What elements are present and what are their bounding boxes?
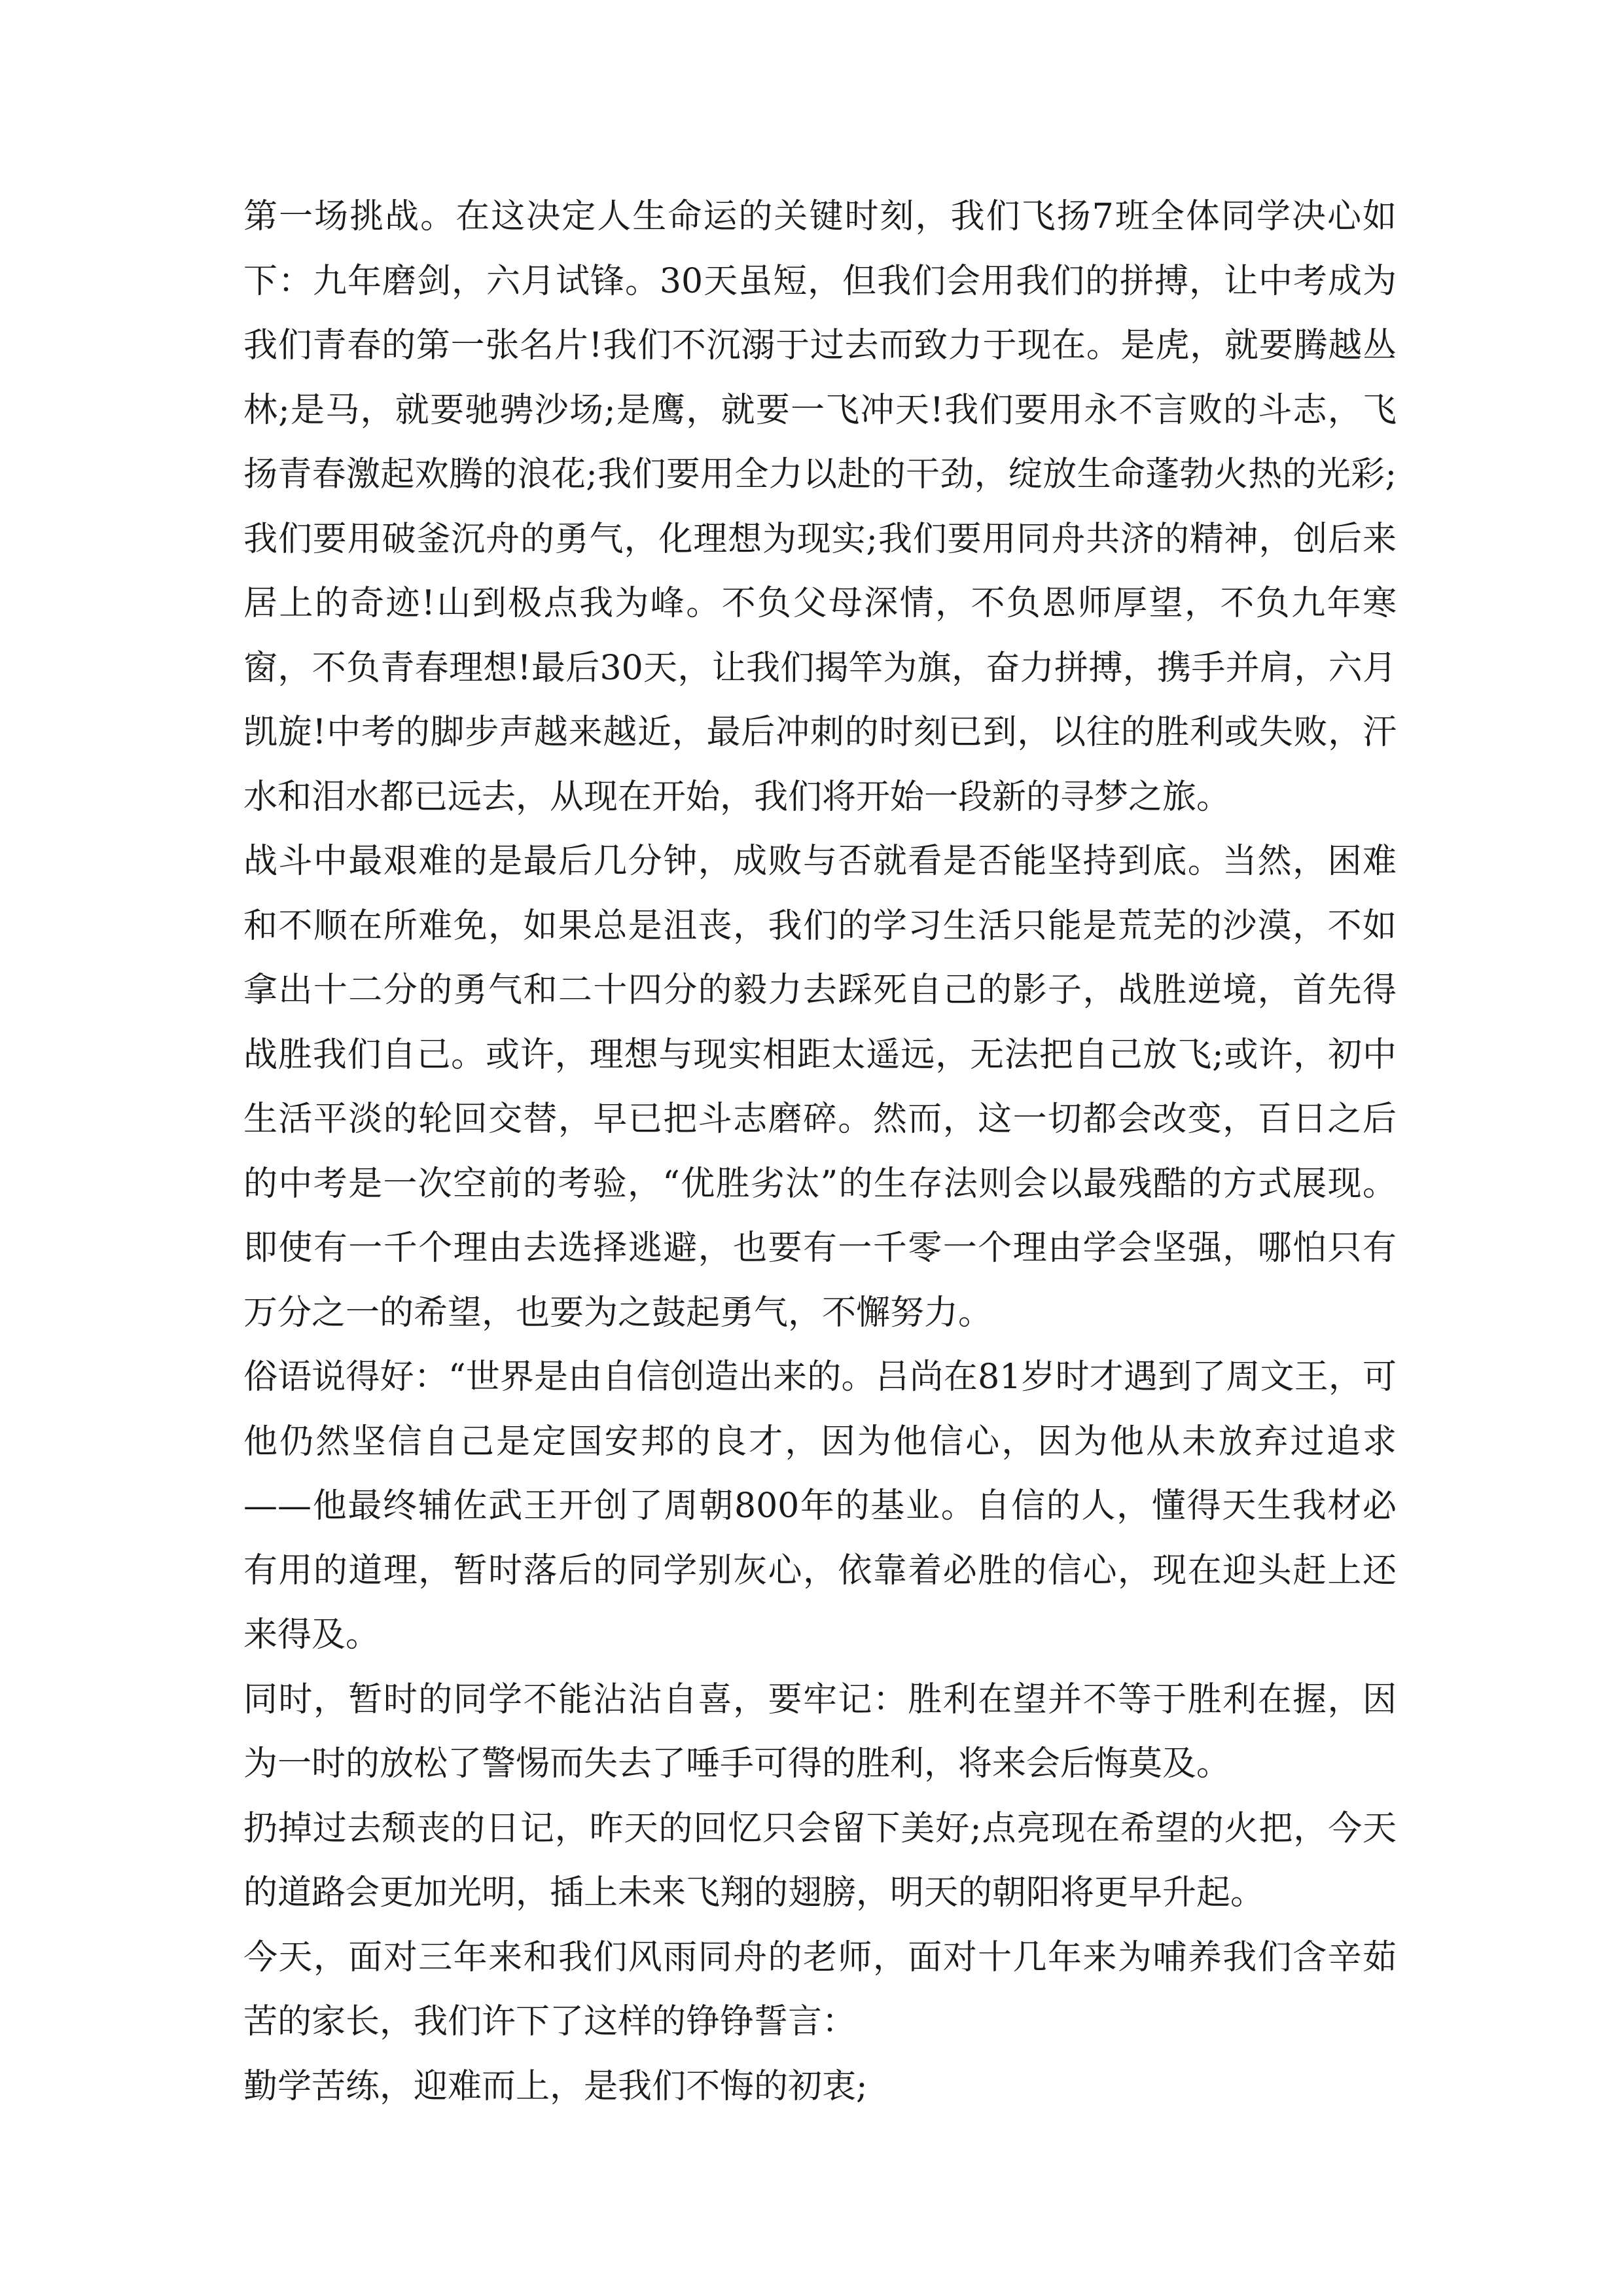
document-body: [243, 185, 1397, 2119]
paragraph-6: 今天，面对三年来和我们风雨同舟的老师，面对十几年来为哺养我们含辛茹苦的家长，我们许下了这样的铮铮誓言：: [243, 1937, 1397, 2041]
paragraph-1: 第一场挑战。在这决定人生命运的关键时刻，我们飞扬7班全体同学决心如下：九年磨剑，六月试锋。30天虽短，但我们会用我们的拼搏，让中考成为我们青春的第一张名片!我们不沉溺于过去而致力于现在。是虎，就要腾越丛林;是马，就要驰骋沙场;是鹰，就要一飞冲天!我们要用永不言败的斗志，飞扬青春激起欢腾的浪花;我们要用全力以赴的干劲，绽放生命蓬勃火热的光彩;我们要用破釜沉舟的勇气，化理想为现实;我们要用同舟共济的精神，创后来居上的奇迹!山到极点我为峰。不负父母深情，不负恩师厚望，不负九年寒窗，不负青春理想!最后30天，让我们揭竿为旗，奋力拼搏，携手并肩，六月凯旋!中考的脚步声越来越近，最后冲刺的时刻已到，以往的胜利或失败，汗水和泪水都已远去，从现在开始，我们将开始一段新的寻梦之旅。: [243, 197, 1397, 817]
paragraph-4: 同时，暂时的同学不能沾沾自喜，要牢记：胜利在望并不等于胜利在握，因为一时的放松了警惕而失去了唾手可得的胜利，将来会后悔莫及。: [243, 1679, 1397, 1784]
paragraph-7: 勤学苦练，迎难而上，是我们不悔的初衷;: [243, 2066, 868, 2106]
paragraph-5: 扔掉过去颓丧的日记，昨天的回忆只会留下美好;点亮现在希望的火把，今天的道路会更加光明，插上未来飞翔的翅膀，明天的朝阳将更早升起。: [243, 1808, 1397, 1912]
paragraph-2: 战斗中最艰难的是最后几分钟，成败与否就看是否能坚持到底。当然，困难和不顺在所难免，如果总是沮丧，我们的学习生活只能是荒芜的沙漠，不如拿出十二分的勇气和二十四分的毅力去踩死自己的影子，战胜逆境，首先得战胜我们自己。或许，理想与现实相距太遥远，无法把自己放飞;或许，初中生活平淡的轮回交替，早已把斗志磨碎。然而，这一切都会改变，百日之后的中考是一次空前的考验，“优胜劣汰”的生存法则会以最残酷的方式展现。即使有一千个理由去选择逃避，也要有一千零一个理由学会坚强，哪怕只有万分之一的希望，也要为之鼓起勇气，不懈努力。: [243, 842, 1397, 1333]
paragraph-3: 俗语说得好：“世界是由自信创造出来的。吕尚在81岁时才遇到了周文王，可他仍然坚信自己是定国安邦的良才，因为他信心，因为他从未放弃过追求——他最终辅佐武王开创了周朝800年的基业。自信的人，懂得天生我材必有用的道理，暂时落后的同学别灰心，依靠着必胜的信心，现在迎头赶上还来得及。: [243, 1357, 1397, 1655]
